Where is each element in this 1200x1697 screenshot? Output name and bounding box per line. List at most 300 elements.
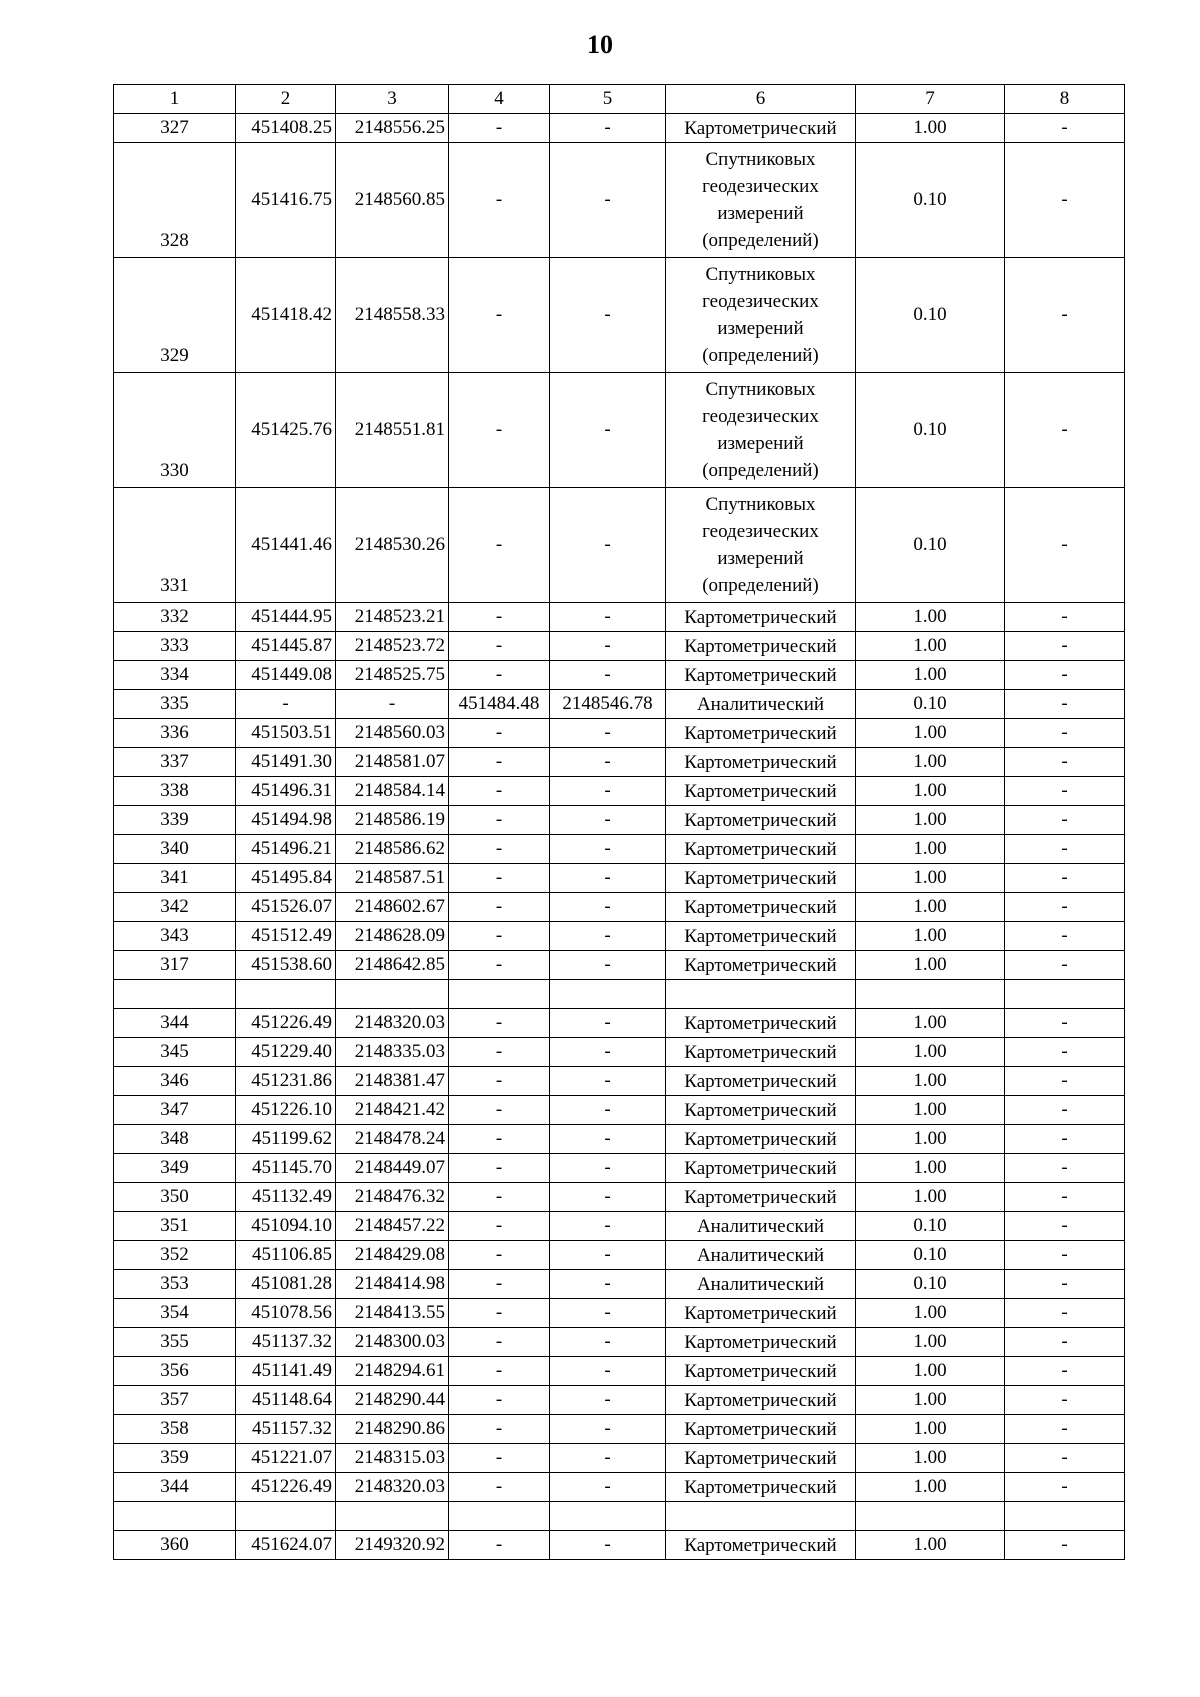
y-coordinate-cell: 2148457.22 [336,1212,449,1241]
method-cell: Спутниковых геодезических измерений (определений) [666,258,856,373]
method-cell: Картометрический [666,1328,856,1357]
description-cell: - [1005,373,1125,488]
y-new-cell [550,980,666,1009]
table-row [114,1241,1125,1270]
description-cell: - [1005,143,1125,258]
x-new-cell: - [449,1067,550,1096]
method-cell: Спутниковых геодезических измерений (определений) [666,488,856,603]
accuracy-cell: 1.00 [856,1299,1005,1328]
accuracy-cell: 1.00 [856,1357,1005,1386]
x-coordinate-cell: 451106.85 [236,1241,336,1270]
point-number-cell: 332 [114,603,236,632]
table-row [114,719,1125,748]
description-cell: - [1005,1183,1125,1212]
point-number-cell: 329 [114,258,236,373]
x-new-cell: - [449,1038,550,1067]
y-new-cell: - [550,719,666,748]
description-cell: - [1005,1415,1125,1444]
table-row [114,114,1125,143]
point-number-cell: 331 [114,488,236,603]
accuracy-cell: 0.10 [856,690,1005,719]
point-number-cell: 351 [114,1212,236,1241]
accuracy-cell: 0.10 [856,258,1005,373]
point-number-cell [114,980,236,1009]
point-number-cell: 352 [114,1241,236,1270]
x-coordinate-cell: 451449.08 [236,661,336,690]
y-new-cell: - [550,1299,666,1328]
point-number-cell: 349 [114,1154,236,1183]
y-new-cell: - [550,1415,666,1444]
point-number-cell: 343 [114,922,236,951]
x-coordinate-cell: 451231.86 [236,1067,336,1096]
y-new-cell: - [550,1154,666,1183]
table-row [114,893,1125,922]
x-coordinate-cell: 451494.98 [236,806,336,835]
description-cell: - [1005,922,1125,951]
description-cell: - [1005,661,1125,690]
point-number-cell: 327 [114,114,236,143]
description-cell: - [1005,835,1125,864]
point-number-cell: 354 [114,1299,236,1328]
x-new-cell: - [449,1096,550,1125]
y-new-cell: - [550,1444,666,1473]
x-coordinate-cell: 451445.87 [236,632,336,661]
y-coordinate-cell: 2148551.81 [336,373,449,488]
y-new-cell: - [550,114,666,143]
x-new-cell: - [449,748,550,777]
description-cell: - [1005,1357,1125,1386]
point-number-cell: 350 [114,1183,236,1212]
y-coordinate-cell: 2148290.44 [336,1386,449,1415]
y-new-cell: - [550,1357,666,1386]
accuracy-cell: 0.10 [856,1241,1005,1270]
x-new-cell: - [449,1531,550,1560]
y-new-cell: - [550,143,666,258]
y-new-cell: - [550,1328,666,1357]
x-coordinate-cell: 451226.49 [236,1009,336,1038]
y-new-cell: - [550,1270,666,1299]
description-cell: - [1005,1154,1125,1183]
column-header: 8 [1005,85,1125,114]
accuracy-cell: 0.10 [856,143,1005,258]
point-number-cell: 340 [114,835,236,864]
point-number-cell: 336 [114,719,236,748]
accuracy-cell: 1.00 [856,1125,1005,1154]
y-coordinate-cell: 2148429.08 [336,1241,449,1270]
point-number-cell: 345 [114,1038,236,1067]
method-cell: Картометрический [666,806,856,835]
x-new-cell: - [449,835,550,864]
table-row [114,1502,1125,1531]
y-coordinate-cell: 2148602.67 [336,893,449,922]
method-cell: Спутниковых геодезических измерений (определений) [666,143,856,258]
x-coordinate-cell: 451226.49 [236,1473,336,1502]
method-cell: Картометрический [666,922,856,951]
point-number-cell: 334 [114,661,236,690]
y-coordinate-cell: 2148586.19 [336,806,449,835]
table-row [114,1299,1125,1328]
column-header: 4 [449,85,550,114]
description-cell: - [1005,1270,1125,1299]
x-coordinate-cell: - [236,690,336,719]
column-header: 5 [550,85,666,114]
y-new-cell [550,1502,666,1531]
x-new-cell: - [449,777,550,806]
accuracy-cell: 1.00 [856,1009,1005,1038]
method-cell: Спутниковых геодезических измерений (определений) [666,373,856,488]
method-cell: Картометрический [666,748,856,777]
page-number: 10 [587,30,613,59]
y-new-cell: - [550,632,666,661]
y-new-cell: - [550,777,666,806]
x-new-cell: - [449,1009,550,1038]
x-new-cell: - [449,1154,550,1183]
table-row [114,1444,1125,1473]
accuracy-cell: 1.00 [856,1038,1005,1067]
table-row [114,1038,1125,1067]
point-number-cell: 356 [114,1357,236,1386]
table-row [114,1067,1125,1096]
method-cell: Аналитический [666,690,856,719]
x-new-cell: - [449,603,550,632]
accuracy-cell: 1.00 [856,835,1005,864]
x-new-cell: - [449,1386,550,1415]
table-row [114,1270,1125,1299]
x-coordinate-cell: 451496.21 [236,835,336,864]
x-coordinate-cell: 451145.70 [236,1154,336,1183]
table-row [114,661,1125,690]
y-new-cell: - [550,835,666,864]
column-header: 1 [114,85,236,114]
x-new-cell [449,1502,550,1531]
y-coordinate-cell: 2148556.25 [336,114,449,143]
description-cell: - [1005,1531,1125,1560]
y-new-cell: - [550,1473,666,1502]
method-cell: Картометрический [666,1415,856,1444]
method-cell: Картометрический [666,951,856,980]
accuracy-cell: 1.00 [856,632,1005,661]
point-number-cell: 333 [114,632,236,661]
description-cell: - [1005,1241,1125,1270]
x-coordinate-cell: 451226.10 [236,1096,336,1125]
point-number-cell: 353 [114,1270,236,1299]
description-cell: - [1005,748,1125,777]
description-cell: - [1005,690,1125,719]
table-row [114,1386,1125,1415]
y-new-cell: - [550,806,666,835]
y-new-cell: - [550,1212,666,1241]
accuracy-cell: 1.00 [856,777,1005,806]
description-cell: - [1005,1009,1125,1038]
accuracy-cell: 1.00 [856,1415,1005,1444]
coordinates-table [113,84,1125,1560]
method-cell: Аналитический [666,1241,856,1270]
table-row [114,1415,1125,1444]
table-row [114,1531,1125,1560]
method-cell: Картометрический [666,1183,856,1212]
y-coordinate-cell: 2148558.33 [336,258,449,373]
x-coordinate-cell: 451199.62 [236,1125,336,1154]
x-coordinate-cell: 451512.49 [236,922,336,951]
description-cell: - [1005,1386,1125,1415]
accuracy-cell: 1.00 [856,114,1005,143]
x-coordinate-cell: 451081.28 [236,1270,336,1299]
accuracy-cell: 1.00 [856,748,1005,777]
x-new-cell: - [449,951,550,980]
method-cell: Картометрический [666,603,856,632]
x-coordinate-cell: 451221.07 [236,1444,336,1473]
point-number-cell: 338 [114,777,236,806]
point-number-cell: 317 [114,951,236,980]
x-new-cell: - [449,258,550,373]
point-number-cell: 357 [114,1386,236,1415]
table-row [114,1096,1125,1125]
accuracy-cell: 1.00 [856,1328,1005,1357]
x-coordinate-cell: 451416.75 [236,143,336,258]
x-new-cell: - [449,719,550,748]
table-row [114,632,1125,661]
point-number-cell: 341 [114,864,236,893]
y-new-cell: - [550,951,666,980]
method-cell: Картометрический [666,1067,856,1096]
accuracy-cell: 1.00 [856,603,1005,632]
description-cell: - [1005,1125,1125,1154]
method-cell: Картометрический [666,1038,856,1067]
y-new-cell: - [550,1241,666,1270]
x-new-cell: - [449,1241,550,1270]
x-new-cell: - [449,1357,550,1386]
y-coordinate-cell: 2148421.42 [336,1096,449,1125]
point-number-cell: 337 [114,748,236,777]
accuracy-cell: 1.00 [856,893,1005,922]
description-cell: - [1005,864,1125,893]
method-cell: Картометрический [666,1473,856,1502]
table-row [114,488,1125,603]
method-cell: Картометрический [666,1444,856,1473]
y-coordinate-cell: 2148413.55 [336,1299,449,1328]
x-coordinate-cell: 451418.42 [236,258,336,373]
table-row [114,603,1125,632]
point-number-cell: 358 [114,1415,236,1444]
accuracy-cell: 0.10 [856,1270,1005,1299]
x-coordinate-cell: 451495.84 [236,864,336,893]
y-coordinate-cell: 2148523.21 [336,603,449,632]
x-coordinate-cell: 451078.56 [236,1299,336,1328]
y-coordinate-cell: 2148586.62 [336,835,449,864]
x-coordinate-cell [236,980,336,1009]
accuracy-cell [856,980,1005,1009]
point-number-cell: 344 [114,1009,236,1038]
x-coordinate-cell [236,1502,336,1531]
accuracy-cell: 1.00 [856,864,1005,893]
description-cell: - [1005,1473,1125,1502]
y-coordinate-cell: 2148294.61 [336,1357,449,1386]
table-row [114,1212,1125,1241]
accuracy-cell: 1.00 [856,1183,1005,1212]
y-coordinate-cell: 2148587.51 [336,864,449,893]
y-coordinate-cell: 2148381.47 [336,1067,449,1096]
table-row [114,1357,1125,1386]
point-number-cell: 342 [114,893,236,922]
accuracy-cell: 1.00 [856,719,1005,748]
table-row [114,1009,1125,1038]
y-new-cell: - [550,1531,666,1560]
method-cell: Картометрический [666,835,856,864]
x-coordinate-cell: 451229.40 [236,1038,336,1067]
method-cell: Картометрический [666,1154,856,1183]
accuracy-cell: 0.10 [856,488,1005,603]
x-new-cell: - [449,1415,550,1444]
method-cell: Аналитический [666,1270,856,1299]
description-cell: - [1005,1212,1125,1241]
accuracy-cell [856,1502,1005,1531]
y-new-cell: - [550,748,666,777]
y-new-cell: - [550,1067,666,1096]
point-number-cell: 360 [114,1531,236,1560]
x-coordinate-cell: 451526.07 [236,893,336,922]
accuracy-cell: 1.00 [856,1473,1005,1502]
method-cell: Картометрический [666,114,856,143]
description-cell: - [1005,806,1125,835]
x-new-cell: - [449,1473,550,1502]
column-header: 2 [236,85,336,114]
x-coordinate-cell: 451503.51 [236,719,336,748]
x-coordinate-cell: 451491.30 [236,748,336,777]
x-new-cell: - [449,893,550,922]
x-new-cell: - [449,488,550,603]
y-coordinate-cell [336,1502,449,1531]
table-row [114,980,1125,1009]
description-cell: - [1005,1444,1125,1473]
x-new-cell: - [449,1183,550,1212]
method-cell: Аналитический [666,1212,856,1241]
point-number-cell: 347 [114,1096,236,1125]
point-number-cell: 339 [114,806,236,835]
accuracy-cell: 1.00 [856,806,1005,835]
y-coordinate-cell: 2148525.75 [336,661,449,690]
method-cell: Картометрический [666,1386,856,1415]
y-new-cell: - [550,1038,666,1067]
table-row [114,258,1125,373]
y-coordinate-cell: 2148320.03 [336,1473,449,1502]
description-cell: - [1005,603,1125,632]
point-number-cell: 344 [114,1473,236,1502]
x-new-cell: - [449,1125,550,1154]
point-number-cell: 328 [114,143,236,258]
y-coordinate-cell: 2149320.92 [336,1531,449,1560]
method-cell: Картометрический [666,1125,856,1154]
y-new-cell: - [550,1386,666,1415]
description-cell: - [1005,1067,1125,1096]
table-row [114,143,1125,258]
x-coordinate-cell: 451094.10 [236,1212,336,1241]
x-new-cell: - [449,632,550,661]
y-coordinate-cell: 2148523.72 [336,632,449,661]
y-coordinate-cell: 2148315.03 [336,1444,449,1473]
table-row [114,1473,1125,1502]
x-new-cell: - [449,1299,550,1328]
x-coordinate-cell: 451157.32 [236,1415,336,1444]
y-new-cell: - [550,661,666,690]
point-number-cell: 335 [114,690,236,719]
x-new-cell: - [449,114,550,143]
column-header: 7 [856,85,1005,114]
y-coordinate-cell: 2148335.03 [336,1038,449,1067]
y-coordinate-cell: 2148449.07 [336,1154,449,1183]
y-coordinate-cell: 2148581.07 [336,748,449,777]
table-row [114,1328,1125,1357]
y-new-cell: - [550,922,666,951]
description-cell: - [1005,951,1125,980]
x-new-cell: 451484.48 [449,690,550,719]
point-number-cell: 346 [114,1067,236,1096]
y-coordinate-cell: 2148560.85 [336,143,449,258]
x-coordinate-cell: 451444.95 [236,603,336,632]
description-cell: - [1005,632,1125,661]
accuracy-cell: 1.00 [856,951,1005,980]
description-cell: - [1005,1096,1125,1125]
accuracy-cell: 1.00 [856,1531,1005,1560]
table-row [114,1183,1125,1212]
y-new-cell: - [550,1125,666,1154]
table-body [114,114,1125,1560]
table-row [114,951,1125,980]
description-cell: - [1005,258,1125,373]
method-cell: Картометрический [666,1357,856,1386]
x-new-cell: - [449,661,550,690]
x-coordinate-cell: 451408.25 [236,114,336,143]
accuracy-cell: 1.00 [856,1154,1005,1183]
x-new-cell: - [449,922,550,951]
table-row [114,864,1125,893]
x-new-cell [449,980,550,1009]
table-row [114,806,1125,835]
x-new-cell: - [449,806,550,835]
table-row [114,1154,1125,1183]
accuracy-cell: 1.00 [856,922,1005,951]
y-coordinate-cell [336,980,449,1009]
table-row [114,1125,1125,1154]
description-cell: - [1005,488,1125,603]
point-number-cell: 355 [114,1328,236,1357]
description-cell [1005,980,1125,1009]
y-new-cell: - [550,1009,666,1038]
x-new-cell: - [449,1270,550,1299]
y-coordinate-cell: 2148478.24 [336,1125,449,1154]
accuracy-cell: 1.00 [856,1386,1005,1415]
accuracy-cell: 1.00 [856,1096,1005,1125]
description-cell: - [1005,777,1125,806]
description-cell: - [1005,719,1125,748]
table-row [114,690,1125,719]
accuracy-cell: 0.10 [856,373,1005,488]
x-coordinate-cell: 451141.49 [236,1357,336,1386]
y-coordinate-cell: 2148290.86 [336,1415,449,1444]
point-number-cell: 348 [114,1125,236,1154]
y-new-cell: - [550,603,666,632]
y-new-cell: - [550,488,666,603]
accuracy-cell: 1.00 [856,1067,1005,1096]
description-cell: - [1005,114,1125,143]
description-cell: - [1005,893,1125,922]
point-number-cell [114,1502,236,1531]
method-cell: Картометрический [666,719,856,748]
method-cell [666,980,856,1009]
y-new-cell: - [550,258,666,373]
x-new-cell: - [449,1444,550,1473]
table-row [114,748,1125,777]
method-cell: Картометрический [666,1299,856,1328]
